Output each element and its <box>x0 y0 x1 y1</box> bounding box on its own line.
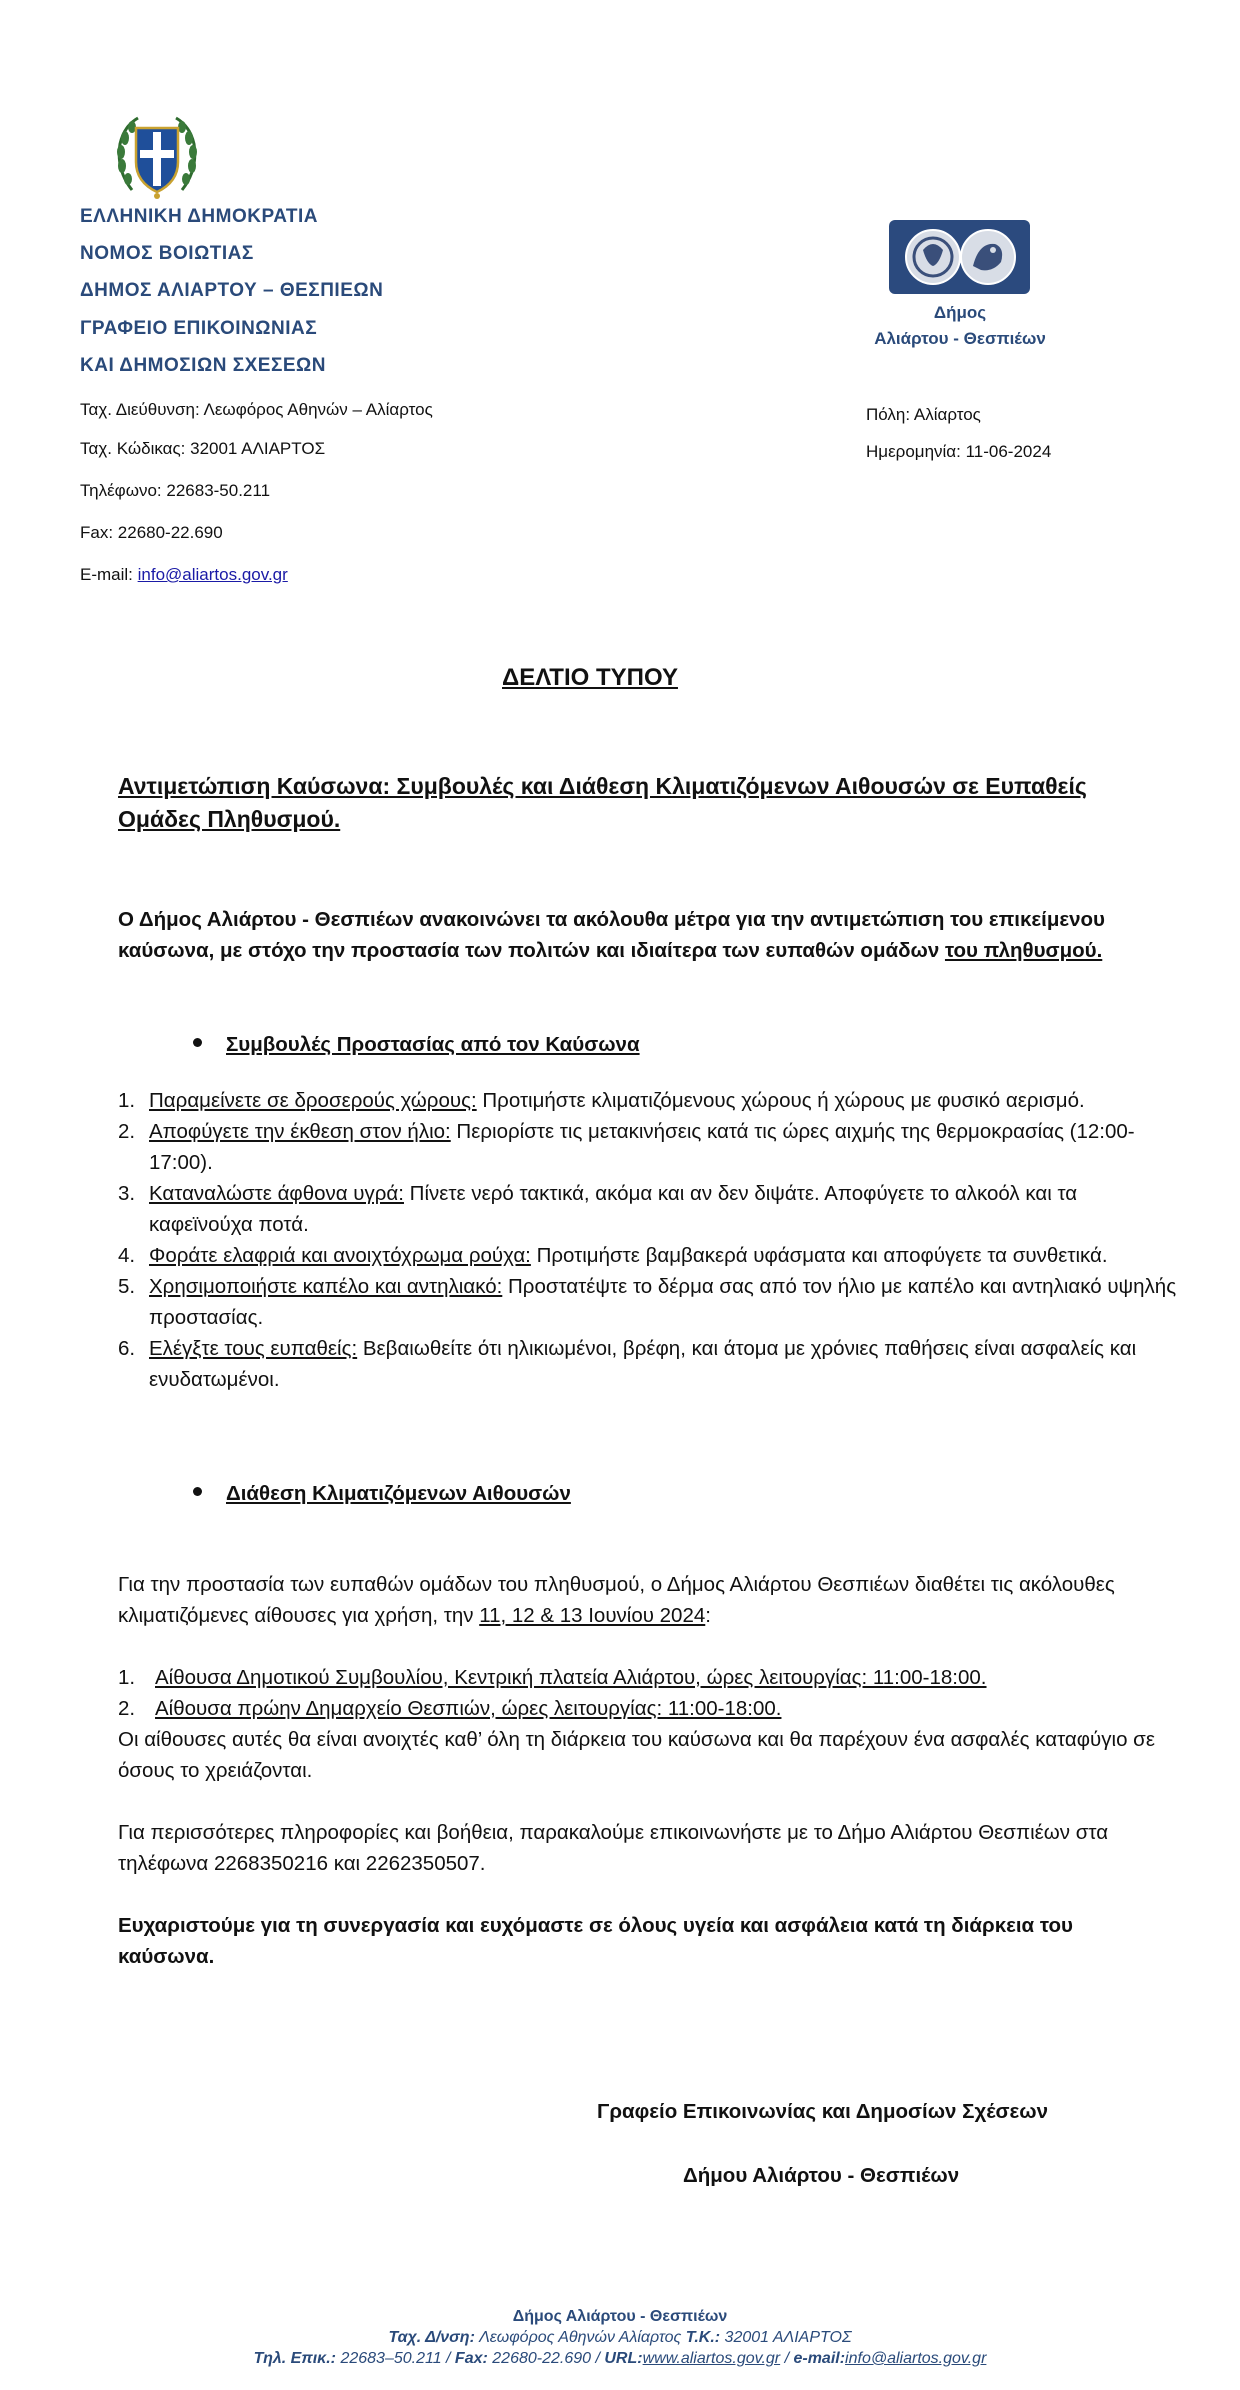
footer-tk-label: Τ.Κ.: <box>685 2329 721 2346</box>
email-line <box>80 565 288 585</box>
org-line-4: ΓΡΑΦΕΙΟ ΕΠΙΚΟΙΝΩΝΙΑΣ <box>80 318 318 339</box>
org-line-1: ΕΛΛΗΝΙΚΗ ΔΗΜΟΚΡΑΤΙΑ <box>80 206 318 227</box>
list-item <box>118 1178 1178 1240</box>
contact-paragraph: Για περισσότερες πληροφορίες και βοήθεια, παρακαλούμε επικοινωνήστε με το Δήμο Αλιάρτου Θεσπιέων στα τηλέφωνα 2268350216 και 2262350507. <box>118 1821 1109 1875</box>
org-line-2: ΝΟΜΟΣ ΒΟΙΩΤΙΑΣ <box>80 243 254 264</box>
press-release-title: ΔΕΛΤΙΟ ΤΥΠΟΥ <box>502 664 678 691</box>
intro-text: Ο Δήμος Αλιάρτου - Θεσπιέων ανακοινώνει τα ακόλουθα μέτρα για την αντιμετώπιση του επικείμενου καύσωνα, με στόχο την προστασία των πολιτών και ιδιαίτερα των ευπαθών ομάδων <box>118 908 1105 962</box>
list-item <box>118 1271 1178 1333</box>
list-item <box>118 1240 1178 1271</box>
list-item <box>118 1116 1178 1178</box>
footer-tk: 32001 ΑΛΙΑΡΤΟΣ <box>720 2329 852 2346</box>
date-line: Ημερομηνία: 11-06-2024 <box>866 442 1052 461</box>
org-line-5: ΚΑΙ ΔΗΜΟΣΙΩΝ ΣΧΕΣΕΩΝ <box>80 355 326 376</box>
closing-paragraph: Ευχαριστούμε για τη συνεργασία και ευχόμαστε σε όλους υγεία και ασφάλεια κατά τη διάρκεια του καύσωνα. <box>118 1914 1073 1968</box>
item-text: Πίνετε νερό τακτικά, ακόμα και αν δεν διψάτε. Αποφύγετε το αλκοόλ και τα καφεϊνούχα ποτά. <box>149 1182 1078 1236</box>
item-heading: Αποφύγετε την έκθεση στον ήλιο: <box>149 1120 451 1143</box>
item-number: 5. <box>118 1275 136 1298</box>
signature-line-2: Δήμου Αλιάρτου - Θεσπιέων <box>683 2164 960 2187</box>
item-number: 3. <box>118 1182 136 1205</box>
item-text: Προστατέψτε το δέρμα σας από τον ήλιο με καπέλο και αντηλιακό υψηλής προστασίας. <box>149 1275 1177 1329</box>
footer-url-label: URL: <box>604 2350 643 2367</box>
signature-line-1: Γραφείο Επικοινωνίας και Δημοσίων Σχέσεων <box>597 2100 1048 2123</box>
section-heading-tips <box>193 1033 640 1057</box>
bullet-icon <box>193 1487 202 1496</box>
list-item <box>118 1333 1178 1395</box>
footer-url-link[interactable]: www.aliartos.gov.gr <box>642 2350 781 2367</box>
section-heading-tips-text: Συμβουλές Προστασίας από τον Καύσωνα <box>226 1033 640 1056</box>
bullet-icon <box>193 1038 202 1047</box>
halls-intro-end: : <box>705 1604 711 1627</box>
item-text: Προτιμήστε βαμβακερά υφάσματα και αποφύγετε τα συνθετικά. <box>530 1244 1108 1267</box>
footer-separator: / <box>780 2350 794 2367</box>
headline: Αντιμετώπιση Καύσωνα: Συμβουλές και Διάθεση Κλιματιζόμενων Αιθουσών σε Ευπαθείς Ομάδες Πληθυσμού. <box>118 773 1087 832</box>
item-heading: Χρησιμοποιήστε καπέλο και αντηλιακό: <box>149 1275 503 1298</box>
footer-address-label: Ταχ. Δ/νση: <box>388 2329 475 2346</box>
item-text: Προτιμήστε κλιματιζόμενους χώρους ή χώρους με φυσικό αερισμό. <box>476 1089 1085 1112</box>
item-heading: Καταναλώστε άφθονα υγρά: <box>149 1182 404 1205</box>
item-number: 1. <box>118 1666 136 1689</box>
email-label: E-mail: <box>80 565 138 584</box>
list-item <box>118 1693 1178 1724</box>
intro-underlined-text: του πληθυσμού. <box>944 939 1103 962</box>
footer-email-label: e-mail: <box>793 2350 846 2367</box>
phone-line: Τηλέφωνο: 22683-50.211 <box>80 481 271 500</box>
footer-fax: 22680-22.690 / <box>487 2350 605 2367</box>
footer-fax-label: Fax: <box>454 2350 488 2367</box>
fax-line: Fax: 22680-22.690 <box>80 523 223 542</box>
footer-tel-label: Τηλ. Επικ.: <box>253 2350 336 2367</box>
footer-title: Δήμος Αλιάρτου - Θεσπιέων <box>512 2308 728 2325</box>
footer-address: Λεωφόρος Αθηνών Αλίαρτος <box>474 2329 686 2346</box>
greek-emblem-icon <box>112 110 202 202</box>
halls-intro-text: Για την προστασία των ευπαθών ομάδων του πληθυσμού, ο Δήμος Αλιάρτου Θεσπιέων διαθέτει τις ακόλουθες κλιματιζόμενες αίθουσες για χρήση, την <box>118 1573 1115 1627</box>
email-link[interactable]: info@aliartos.gov.gr <box>137 565 288 584</box>
footer-email-link[interactable]: info@aliartos.gov.gr <box>845 2350 987 2367</box>
item-number: 2. <box>118 1697 136 1720</box>
item-heading: Φοράτε ελαφριά και ανοιχτόχρωμα ρούχα: <box>149 1244 531 1267</box>
item-number: 2. <box>118 1120 136 1143</box>
footer-line-3 <box>0 2348 1240 2369</box>
halls-intro-paragraph <box>118 1569 1174 1631</box>
municipality-logo-icon <box>889 220 1030 294</box>
item-number: 1. <box>118 1089 136 1112</box>
address-line: Ταχ. Διεύθυνση: Λεωφόρος Αθηνών – Αλίαρτος <box>80 400 433 419</box>
item-text: Αίθουσα Δημοτικού Συμβουλίου, Κεντρική πλατεία Αλιάρτου, ώρες λειτουργίας: 11:00-18:00. <box>155 1666 987 1689</box>
footer-line-2 <box>0 2327 1240 2348</box>
intro-paragraph <box>118 904 1174 966</box>
item-text: Βεβαιωθείτε ότι ηλικιωμένοι, βρέφη, και άτομα με χρόνιες παθήσεις είναι ασφαλείς και ενυδατωμένοι. <box>149 1337 1137 1391</box>
city-line: Πόλη: Αλίαρτος <box>866 405 981 424</box>
logo-caption-2: Αλιάρτου - Θεσπιέων <box>874 329 1046 348</box>
item-number: 4. <box>118 1244 136 1267</box>
logo-caption-1: Δήμος <box>933 303 987 322</box>
item-text: Περιορίστε τις μετακινήσεις κατά τις ώρες αιχμής της θερμοκρασίας (12:00-17:00). <box>149 1120 1135 1174</box>
org-line-3: ΔΗΜΟΣ ΑΛΙΑΡΤΟΥ – ΘΕΣΠΙΕΩΝ <box>80 280 384 301</box>
item-heading: Παραμείνετε σε δροσερούς χώρους: <box>149 1089 477 1112</box>
list-item <box>118 1085 1178 1116</box>
halls-list <box>118 1662 1178 1724</box>
section-heading-halls-text: Διάθεση Κλιματιζόμενων Αιθουσών <box>226 1482 571 1505</box>
section-heading-halls <box>193 1482 571 1506</box>
item-text: Αίθουσα πρώην Δημαρχείο Θεσπιών, ώρες λειτουργίας: 11:00-18:00. <box>155 1697 782 1720</box>
item-number: 6. <box>118 1337 136 1360</box>
page-footer <box>0 2306 1240 2369</box>
footer-line-1 <box>0 2306 1240 2327</box>
item-heading: Ελέγξτε τους ευπαθείς: <box>149 1337 358 1360</box>
halls-note: Οι αίθουσες αυτές θα είναι ανοιχτές καθ’ όλη τη διάρκεια του καύσωνα και θα παρέχουν ένα ασφαλές καταφύγιο σε όσους το χρειάζονται. <box>118 1728 1155 1782</box>
halls-dates: 11, 12 & 13 Ιουνίου 2024 <box>479 1604 706 1627</box>
tips-list <box>118 1085 1178 1395</box>
list-item <box>118 1662 1178 1693</box>
postal-code-line: Ταχ. Κώδικας: 32001 ΑΛΙΑΡΤΟΣ <box>80 439 326 458</box>
footer-tel: 22683–50.211 / <box>336 2350 455 2367</box>
